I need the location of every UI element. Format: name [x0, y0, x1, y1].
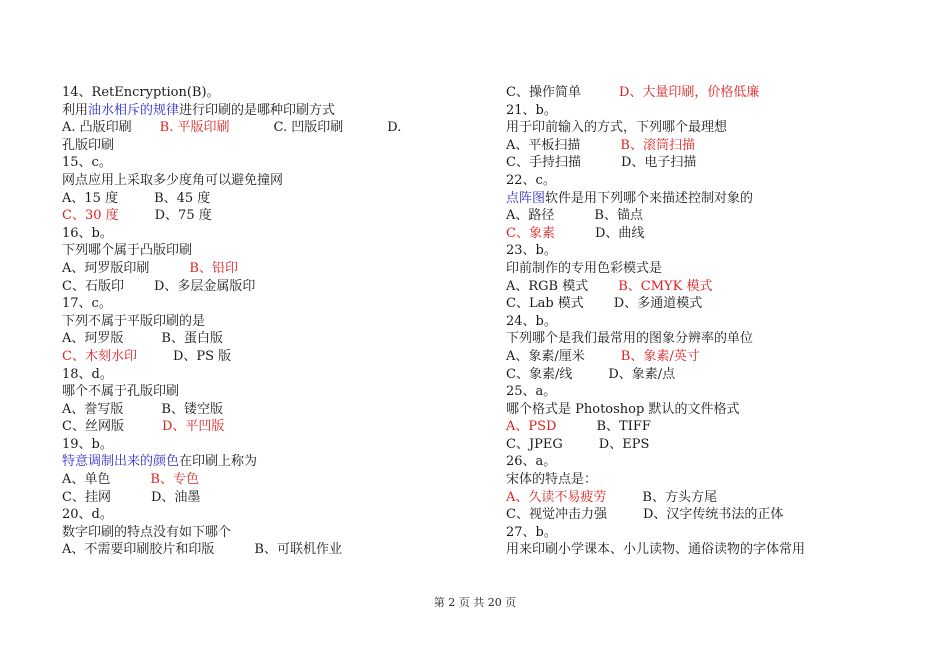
question-line: 下列哪个属于凸版印刷: [62, 243, 193, 259]
answer-line: 25、a。: [506, 384, 557, 400]
options-line: C、象素/线 D、象素/点: [506, 366, 676, 382]
answer-line: 16、b。: [62, 225, 113, 241]
highlight-text: 特意调制出来的颜色: [62, 454, 180, 470]
text-line: 孔版印刷: [62, 137, 115, 153]
options-line: A、久读不易疲劳 B、方头方尾: [506, 489, 717, 505]
answer-line: 19、b。: [62, 436, 113, 452]
options-line: A、珂罗版印刷 B、铅印: [62, 260, 238, 276]
options-line: C、手持扫描 D、电子扫描: [506, 155, 697, 171]
question-line: 数字印刷的特点没有如下哪个: [62, 524, 232, 540]
highlight-text: 点阵图: [506, 190, 546, 206]
options-line: C、30 度 D、75 度: [62, 208, 212, 224]
correct-answer: C、30 度: [62, 208, 119, 224]
question-line: 点阵图软件是用下列哪个来描述控制对象的: [506, 190, 754, 206]
correct-answer: B、铅印: [189, 260, 238, 276]
question-line: 印前制作的专用色彩模式是: [506, 260, 663, 276]
question-line: 下列不属于平版印刷的是: [62, 313, 206, 329]
question-line: 哪个格式是 Photoshop 默认的文件格式: [506, 401, 740, 417]
question-line: 宋体的特点是：: [506, 472, 598, 488]
options-line: C、木刻水印 D、PS 版: [62, 348, 232, 364]
options-line: C、JPEG D、EPS: [506, 436, 650, 452]
answer-line: 24、b。: [506, 313, 557, 329]
correct-answer: B、象素/英寸: [620, 348, 700, 364]
correct-answer: D、大量印刷，价格低廉: [618, 85, 760, 100]
options-line: A. 凸版印刷 B. 平版印刷 C. 凹版印刷 D.: [62, 120, 402, 136]
correct-answer: B、专色: [150, 472, 199, 488]
answer-line: 17、c。: [62, 296, 112, 312]
question-line: 利用油水相斥的规律进行印刷的是哪种印刷方式: [62, 102, 336, 118]
question-line: 用来印刷小学课本、小儿读物、通俗读物的字体常用: [506, 542, 806, 558]
question-line: 下列哪个是我们最常用的图象分辨率的单位: [506, 331, 754, 347]
question-line: 特意调制出来的颜色在印刷上称为: [62, 454, 258, 470]
correct-answer: C、木刻水印: [62, 348, 137, 364]
question-line: 哪个不属于孔版印刷: [62, 384, 180, 400]
text-line: 14、RetEncryption(B)。: [62, 85, 220, 100]
options-line: A、路径 B、锚点: [506, 208, 643, 224]
options-line: C、挂网 D、油墨: [62, 489, 201, 505]
answer-line: 15、c。: [62, 155, 112, 171]
correct-answer: B、滚筒扫描: [620, 137, 695, 153]
left-column: [62, 84, 472, 559]
options-line: C、Lab 模式 D、多通道模式: [506, 296, 703, 312]
options-line: C、操作简单 D、大量印刷，价格低廉: [506, 85, 760, 100]
answer-line: 21、b。: [506, 102, 557, 118]
answer-line: 27、b。: [506, 524, 557, 540]
correct-answer: A、久读不易疲劳: [506, 489, 607, 505]
options-line: A、PSD B、TIFF: [506, 419, 651, 435]
correct-answer: D、平凹版: [161, 419, 225, 435]
options-line: C、丝网版 D、平凹版: [62, 419, 225, 435]
options-line: C、象素 D、曲线: [506, 225, 645, 241]
correct-answer: B. 平版印刷: [159, 120, 230, 136]
answer-line: 18、d。: [62, 366, 113, 382]
question-line: 用于印前输入的方式，下列哪个最理想: [506, 120, 728, 136]
answer-line: 23、b。: [506, 243, 557, 259]
page-number: 第 2 页 共 20 页: [433, 596, 517, 609]
options-line: C、石版印 D、多层金属版印: [62, 278, 256, 294]
options-line: A、誊写版 B、镂空版: [62, 401, 223, 417]
answer-line: 20、d。: [62, 507, 113, 523]
options-line: A、不需要印刷胶片和印版 B、可联机作业: [62, 542, 342, 558]
correct-answer: C、象素: [506, 225, 555, 241]
options-line: A、平板扫描 B、滚筒扫描: [506, 137, 695, 153]
options-line: A、RGB 模式 B、CMYK 模式: [506, 278, 713, 294]
answer-line: 26、a。: [506, 454, 557, 470]
options-line: A、珂罗版 B、蛋白版: [62, 331, 223, 347]
highlight-text: 油水相斥的规律: [88, 102, 180, 118]
answer-line: 22、c。: [506, 172, 556, 188]
options-line: A、单色 B、专色: [62, 472, 199, 488]
correct-answer: A、PSD: [506, 419, 557, 435]
right-column: [506, 84, 916, 559]
options-line: A、象素/厘米 B、象素/英寸: [506, 348, 700, 364]
question-line: 网点应用上采取多少度角可以避免撞网: [62, 172, 284, 188]
options-line: A、15 度 B、45 度: [62, 190, 211, 206]
options-line: C、视觉冲击力强 D、汉字传统书法的正体: [506, 507, 784, 523]
correct-answer: B、CMYK 模式: [618, 278, 713, 294]
